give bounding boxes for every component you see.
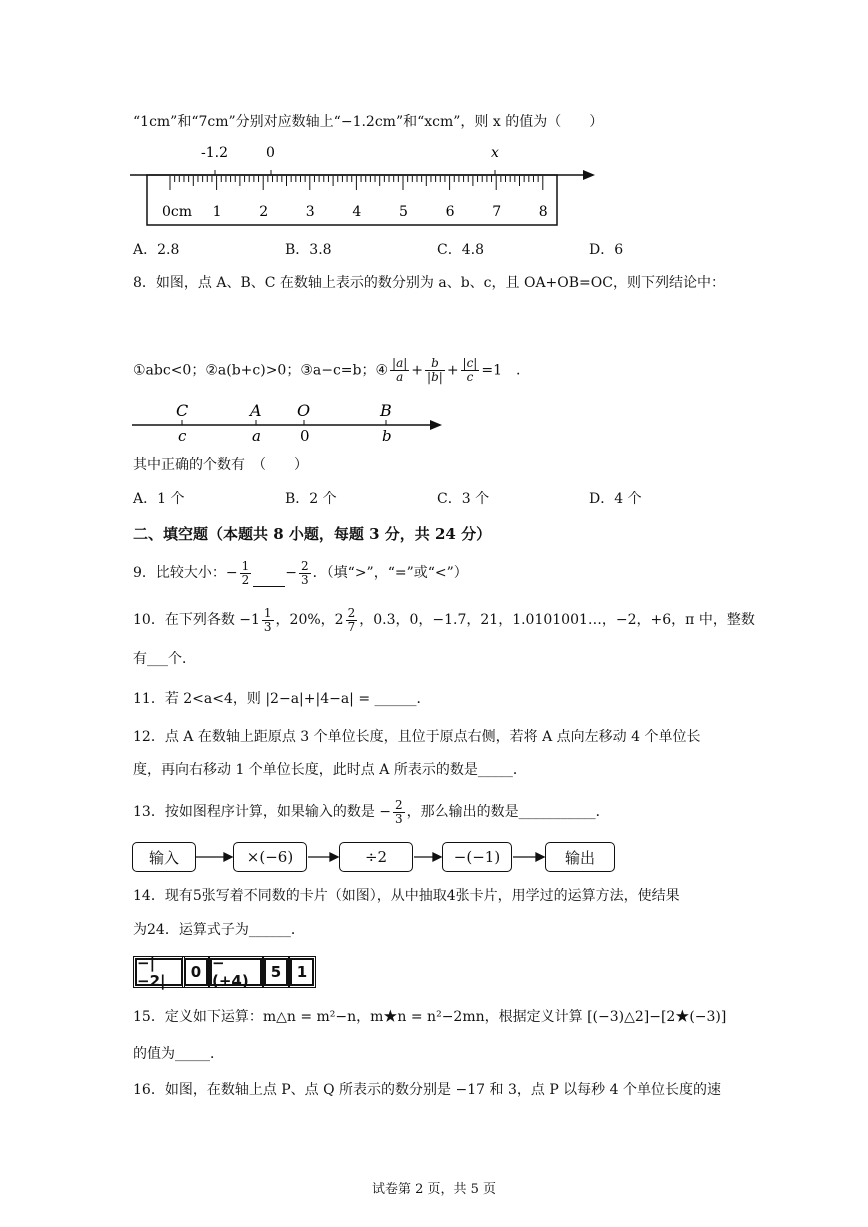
q8-tail: 其中正确的个数有 （ ） <box>133 457 308 473</box>
card-neg-pos4: −(+4) <box>210 958 262 986</box>
point-A: A <box>250 401 262 420</box>
q7-option-a[interactable]: A．2.8 <box>133 242 180 258</box>
q8-conclusions-text: ①abc<0；②a(b+c)>0；③a−c=b；④ <box>133 362 389 379</box>
ruler-number: 7 <box>492 204 502 220</box>
q7-option-c[interactable]: C．4.8 <box>437 242 484 258</box>
value-c: c <box>178 427 187 445</box>
value-b: b <box>382 427 392 445</box>
q8-stem: 8．如图，点 A、B、C 在数轴上表示的数分别为 a、b、c，且 OA+OB=OC，则下列结论中： <box>133 275 725 291</box>
value-a: a <box>252 427 261 445</box>
q16: 16．如图，在数轴上点 P、点 Q 所表示的数分别是 −17 和 3，点 P 以每秒 4 个单位长度的速 <box>133 1082 721 1098</box>
card-5: 5 <box>264 958 288 986</box>
axis-label-neg1.2: -1.2 <box>201 145 228 161</box>
flow-output: 输出 <box>545 842 615 872</box>
q7-ruler-figure <box>125 140 605 232</box>
axis-label-x: x <box>491 145 499 161</box>
flow-arrows <box>0 845 868 871</box>
point-B: B <box>380 401 392 420</box>
q8-option-b[interactable]: B．2 个 <box>285 491 337 507</box>
q8-options <box>133 488 753 508</box>
frac-1-2: $\frac{1}{2}$ <box>241 558 250 587</box>
flow-multiply: ×(−6) <box>233 842 307 872</box>
q14-line2: 为24．运算式子为______． <box>133 922 305 938</box>
q9: 9．比较大小：− $\frac{1}{2}$ − $\frac{2}{3}$ ．（填“>”，“=”或“<”） <box>133 558 468 587</box>
q10-line2: 有___个． <box>133 651 196 667</box>
q15-line2: 的值为_____． <box>133 1046 224 1062</box>
q15-line1: 15．定义如下运算：m△n = m²−n，m★n = n²−2mn，根据定义计算 [(−3)△2]−[2★(−3)] <box>133 1009 727 1025</box>
card-neg-abs-neg2: −|−2| <box>135 958 183 986</box>
ruler-numbers <box>162 204 548 220</box>
q8-option-c[interactable]: C．3 个 <box>437 491 490 507</box>
q7-option-d[interactable]: D．6 <box>589 242 624 258</box>
point-O: O <box>297 401 311 420</box>
point-C: C <box>176 401 189 420</box>
q14-line1: 14．现有5张写着不同数的卡片（如图），从中抽取4张卡片，用学过的运算方法，使结果 <box>133 888 680 904</box>
q10-line1: 10．在下列各数 −1 $\frac{1}{3}$ ，20%，2 $\frac{2}{7}$ ，0.3，0，−1.7，21，1.0101001…，−2，+6，π 中，整数 <box>133 605 755 634</box>
ruler-number: 3 <box>305 204 315 220</box>
frac-2-7: $\frac{2}{7}$ <box>347 605 356 634</box>
value-0: 0 <box>300 427 310 445</box>
q13: 13．按如图程序计算，如果输入的数是 − $\frac{2}{3}$ ，那么输出的数是___________． <box>133 797 610 826</box>
frac-b-over-abs-b: $\frac{b}{|b|}$ <box>427 356 443 384</box>
flow-subtract: −(−1) <box>442 842 512 872</box>
flow-input: 输入 <box>132 842 196 872</box>
axis-label-0: 0 <box>266 145 275 161</box>
page-footer: 试卷第 2 页，共 5 页 <box>371 1182 497 1197</box>
q7-options <box>133 239 753 259</box>
flow-divide: ÷2 <box>339 842 413 872</box>
ruler-number: 2 <box>259 204 269 220</box>
frac-1-3: $\frac{1}{3}$ <box>263 605 272 634</box>
ruler-number: 1 <box>212 204 222 220</box>
card-1: 1 <box>290 958 314 986</box>
q8-option-d[interactable]: D．4 个 <box>589 491 642 507</box>
q8-conclusions: ①abc<0；②a(b+c)>0；③a−c=b；④ $\frac{|a|}{a}$ + $\frac{b}{|b|}$ + $\frac{|c|}{c}$ =1 . <box>133 356 521 384</box>
q12-line1: 12．点 A 在数轴上距原点 3 个单位长度，且位于原点右侧，若将 A 点向左移动 4 个单位长 <box>133 729 701 745</box>
q7-option-b[interactable]: B．3.8 <box>285 242 332 258</box>
frac-2-3-b: $\frac{2}{3}$ <box>395 797 403 826</box>
ruler-ticks <box>170 176 543 190</box>
ruler-number: 4 <box>352 204 362 220</box>
frac-abs-a-over-a: $\frac{|a|}{a}$ <box>392 356 408 384</box>
frac-2-3: $\frac{2}{3}$ <box>301 558 309 587</box>
card-0: 0 <box>184 958 208 986</box>
ruler-number: 6 <box>445 204 455 220</box>
section-2-heading: 二、填空题（本题共 8 小题，每题 3 分，共 24 分） <box>133 525 492 543</box>
q11: 11．若 2<a<4，则 |2−a|+|4−a| = ______． <box>133 691 431 707</box>
ruler-number: 8 <box>538 204 548 220</box>
ruler-number: 5 <box>399 204 408 220</box>
ruler-number: 0cm <box>162 204 193 220</box>
q7-stem: “1cm”和“7cm”分别对应数轴上“−1.2cm”和“xcm”，则 x 的值为（ ） <box>133 114 604 130</box>
q8-number-line <box>128 398 448 446</box>
frac-abs-c-over-c: $\frac{|c|}{c}$ <box>462 356 478 384</box>
q12-line2: 度，再向右移动 1 个单位长度，此时点 A 所表示的数是_____． <box>133 762 527 778</box>
q8-option-a[interactable]: A．1 个 <box>133 491 185 507</box>
